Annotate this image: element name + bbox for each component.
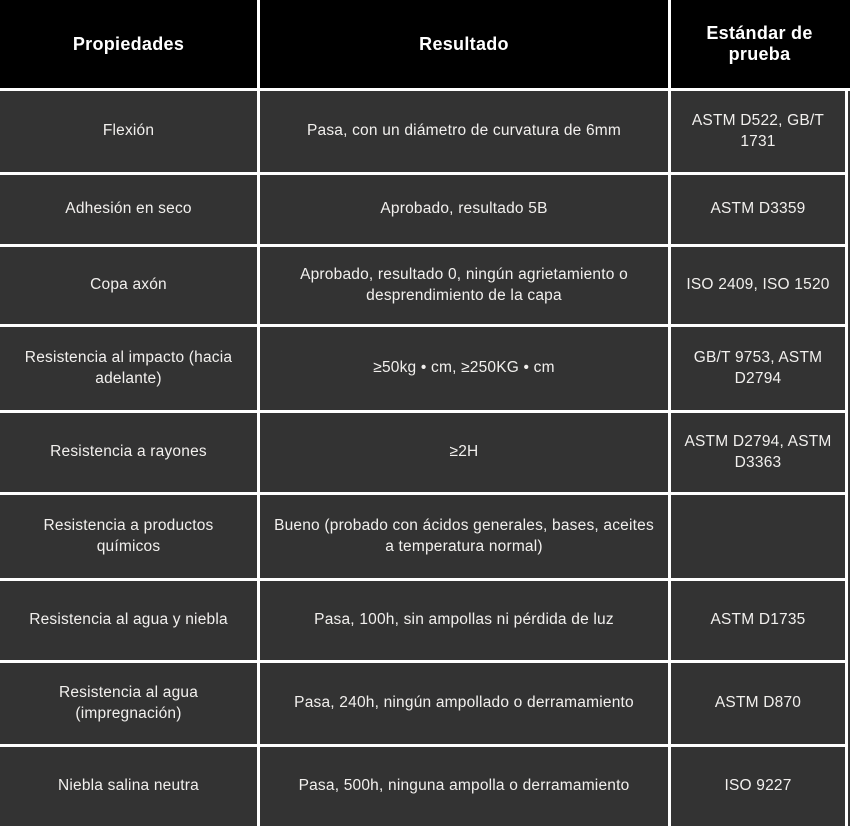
table-row xyxy=(0,175,850,247)
table-row xyxy=(0,663,850,747)
header-estandar-de-prueba: Estándar de prueba xyxy=(671,0,848,91)
standard-cell: ASTM D3359 xyxy=(671,175,848,247)
result-cell: ≥50kg • cm, ≥250KG • cm xyxy=(260,327,671,413)
property-cell: Flexión xyxy=(0,91,260,175)
table-row xyxy=(0,413,850,495)
table-row xyxy=(0,747,850,826)
table-row xyxy=(0,581,850,663)
result-cell: Aprobado, resultado 5B xyxy=(260,175,671,247)
standard-cell xyxy=(671,495,848,581)
result-cell: ≥2H xyxy=(260,413,671,495)
standard-cell: ASTM D522, GB/T 1731 xyxy=(671,91,848,175)
result-cell: Pasa, 240h, ningún ampollado o derramamiento xyxy=(260,663,671,747)
header-resultado: Resultado xyxy=(260,0,671,91)
table-row xyxy=(0,495,850,581)
table-row xyxy=(0,247,850,327)
header-propiedades: Propiedades xyxy=(0,0,260,91)
result-cell: Pasa, 100h, sin ampollas ni pérdida de luz xyxy=(260,581,671,663)
property-cell: Resistencia al agua (impregnación) xyxy=(0,663,260,747)
standard-cell: ISO 9227 xyxy=(671,747,848,826)
result-cell: Aprobado, resultado 0, ningún agrietamiento o desprendimiento de la capa xyxy=(260,247,671,327)
table-row xyxy=(0,91,850,175)
result-cell: Pasa, 500h, ninguna ampolla o derramamiento xyxy=(260,747,671,826)
table-row xyxy=(0,327,850,413)
standard-cell: ASTM D870 xyxy=(671,663,848,747)
property-cell: Adhesión en seco xyxy=(0,175,260,247)
standard-cell: ASTM D2794, ASTM D3363 xyxy=(671,413,848,495)
property-cell: Copa axón xyxy=(0,247,260,327)
result-cell: Bueno (probado con ácidos generales, bases, aceites a temperatura normal) xyxy=(260,495,671,581)
property-cell: Resistencia al impacto (hacia adelante) xyxy=(0,327,260,413)
property-cell: Niebla salina neutra xyxy=(0,747,260,826)
standard-cell: ASTM D1735 xyxy=(671,581,848,663)
property-cell: Resistencia a productos químicos xyxy=(0,495,260,581)
result-cell: Pasa, con un diámetro de curvatura de 6mm xyxy=(260,91,671,175)
standard-cell: GB/T 9753, ASTM D2794 xyxy=(671,327,848,413)
property-cell: Resistencia a rayones xyxy=(0,413,260,495)
table-header-row xyxy=(0,0,850,91)
standard-cell: ISO 2409, ISO 1520 xyxy=(671,247,848,327)
property-cell: Resistencia al agua y niebla xyxy=(0,581,260,663)
